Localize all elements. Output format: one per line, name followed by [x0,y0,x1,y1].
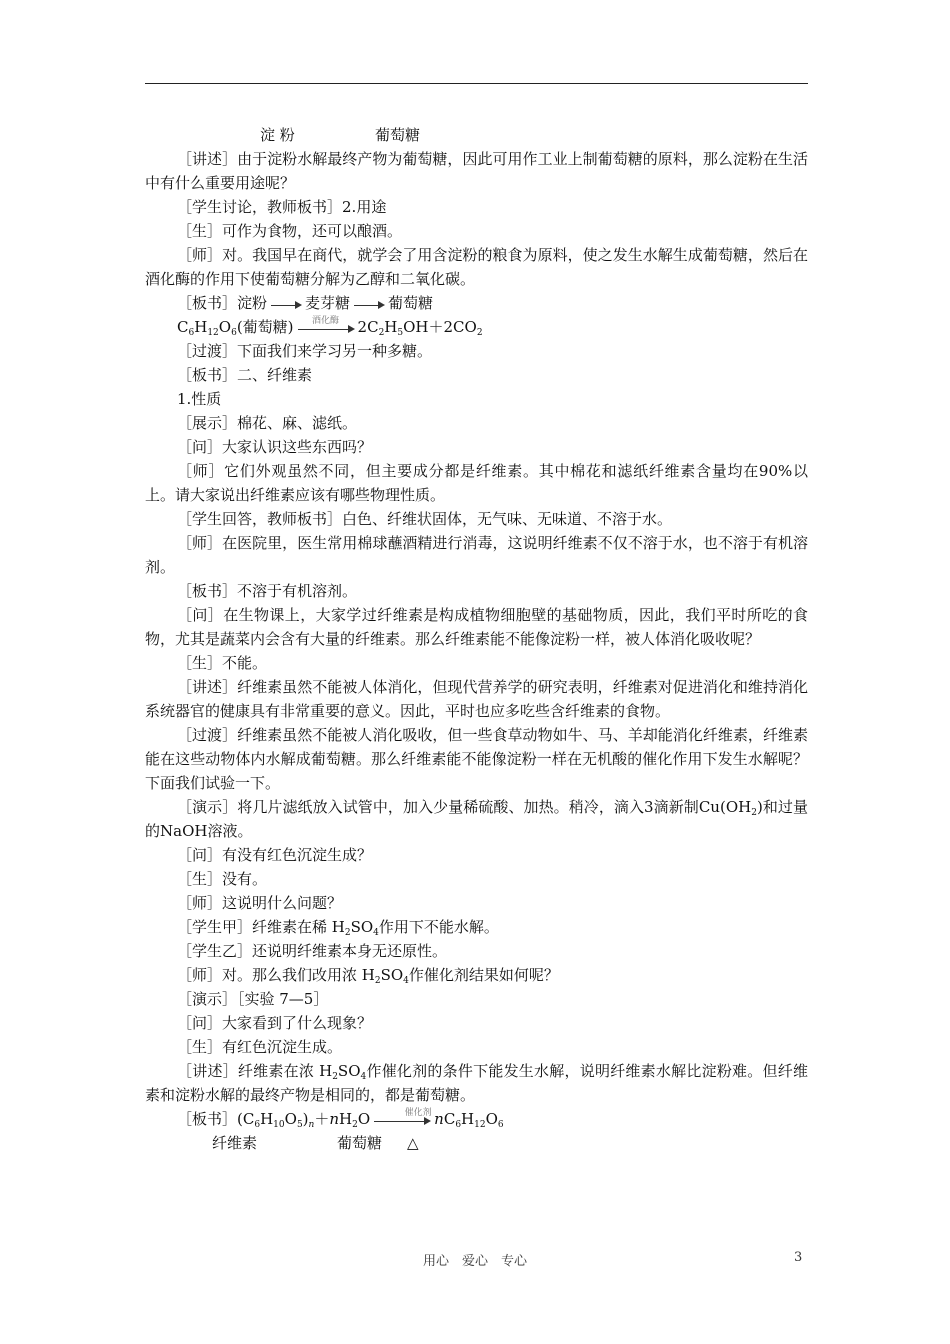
paragraph-student-a: ［学生甲］纤维素在稀 $H_2SO_4$作用下不能水解。 [177,918,499,938]
reaction-arrow [352,296,386,310]
paragraph: ［过渡］纤维素虽然不能被人消化吸收，但一些食草动物如牛、马、羊却能消化纤维素，纤维素能在这些动物体内水解成葡萄糖。那么纤维素能不能像淀粉一样在无机酸的催化作用下发生水解呢？下面我们试验一下。 [145,726,808,792]
paragraph: ［问］大家认识这些东西吗？ [177,438,373,456]
label-glucose: 葡萄糖 [375,126,421,144]
reaction-arrow: 酒化酶 [296,320,356,334]
paragraph: ［过渡］下面我们来学习另一种多糖。 [177,342,433,360]
paragraph: ［生］没有。 [177,870,268,888]
label-cellulose: 纤维素 [212,1134,258,1152]
paragraph: ［问］在生物课上，大家学过纤维素是构成植物细胞壁的基础物质，因此，我们平时所吃的食物，尤其是蔬菜内会含有大量的纤维素。那么纤维素能不能像淀粉一样，被人体消化吸收呢？ [145,606,808,648]
paragraph: ［师］它们外观虽然不同，但主要成分都是纤维素。其中棉花和滤纸纤维素含量均在90%以上。请大家说出纤维素应该有哪些物理性质。 [145,462,808,504]
paragraph: ［师］对。我国早在商代，就学会了用含淀粉的粮食为原料，使之发生水解生成葡萄糖，然后在酒化酶的作用下使葡萄糖分解为乙醇和二氧化碳。 [145,246,808,288]
label-starch: 淀 粉 [260,126,295,144]
board-cellulose-hydrolysis: ［板书$](C_6H_{10}O_5)_n+nH_2O$ 催化剂 $nC_6H_{12}O_6$ [177,1108,504,1130]
paragraph-student-b: ［学生乙］还说明纤维素本身无还原性。 [177,942,448,960]
document-body [145,123,808,1155]
paragraph: ［讲述］由于淀粉水解最终产物为葡萄糖，因此可用作工业上制葡萄糖的原料，那么淀粉在生活中有什么重要用途呢？ [145,150,808,192]
paragraph: ［学生回答，教师板书］白色、纤维状固体，无气味、无味道、不溶于水。 [177,510,673,528]
paragraph: 1.性质 [177,390,222,408]
heat-symbol: △ [407,1134,419,1152]
paragraph: ［生］有红色沉淀生成。 [177,1038,343,1056]
reaction-labels-2 [145,1131,808,1155]
paragraph: ［板书］二、纤维素 [177,366,313,384]
paragraph: ［学生讨论，教师板书］2.用途 [177,198,387,216]
reaction-arrow [269,296,303,310]
reaction-arrow: 催化剂 [372,1112,432,1126]
paragraph-lecture: ［讲述］纤维素在浓 $H_2SO_4$作催化剂的条件下能发生水解，说明纤维素水解比淀粉难。但纤维素和淀粉水解的最终产物是相同的，都是葡萄糖。 [145,1062,808,1104]
header-rule [145,83,808,84]
paragraph-teacher: ［师］对。那么我们改用浓 $H_2SO_4$作催化剂结果如何呢？ [177,966,559,986]
paragraph: ［板书］不溶于有机溶剂。 [177,582,358,600]
paragraph: ［问］有没有红色沉淀生成？ [177,846,373,864]
paragraph: ［生］可作为食物，还可以酿酒。 [177,222,403,240]
paragraph: ［讲述］纤维素虽然不能被人体消化，但现代营养学的研究表明，纤维素对促进消化和维持消化系统器官的健康具有非常重要的意义。因此，平时也应多吃些含纤维素的食物。 [145,678,808,720]
paragraph: ［问］大家看到了什么现象？ [177,1014,373,1032]
page-number: 3 [794,1250,803,1265]
board-starch-hydrolysis: ［板书］淀粉 麦芽糖 葡萄糖 [177,294,434,312]
label-glucose: 葡萄糖 [337,1134,383,1152]
footer-slogan: 用心 爱心 专心 [422,1254,527,1269]
paragraph: ［生］不能。 [177,654,268,672]
paragraph: ［演示］［实验 7—5］ [177,990,329,1008]
paragraph: ［师］这说明什么问题？ [177,894,343,912]
paragraph: ［展示］棉花、麻、滤纸。 [177,414,358,432]
reaction-labels-1 [145,123,808,147]
equation-fermentation: $C_6H_{12}O_6$(葡萄糖) 酒化酶 $2C_2H_5OH+2CO_2$ [177,316,483,338]
paragraph: ［师］在医院里，医生常用棉球蘸酒精进行消毒，这说明纤维素不仅不溶于水，也不溶于有机溶剂。 [145,534,808,576]
paragraph-demo: ［演示］将几片滤纸放入试管中，加入少量稀硫酸、加热。稍冷，滴入3滴新制$Cu(OH_2)$和过量的NaOH溶液。 [145,798,808,840]
